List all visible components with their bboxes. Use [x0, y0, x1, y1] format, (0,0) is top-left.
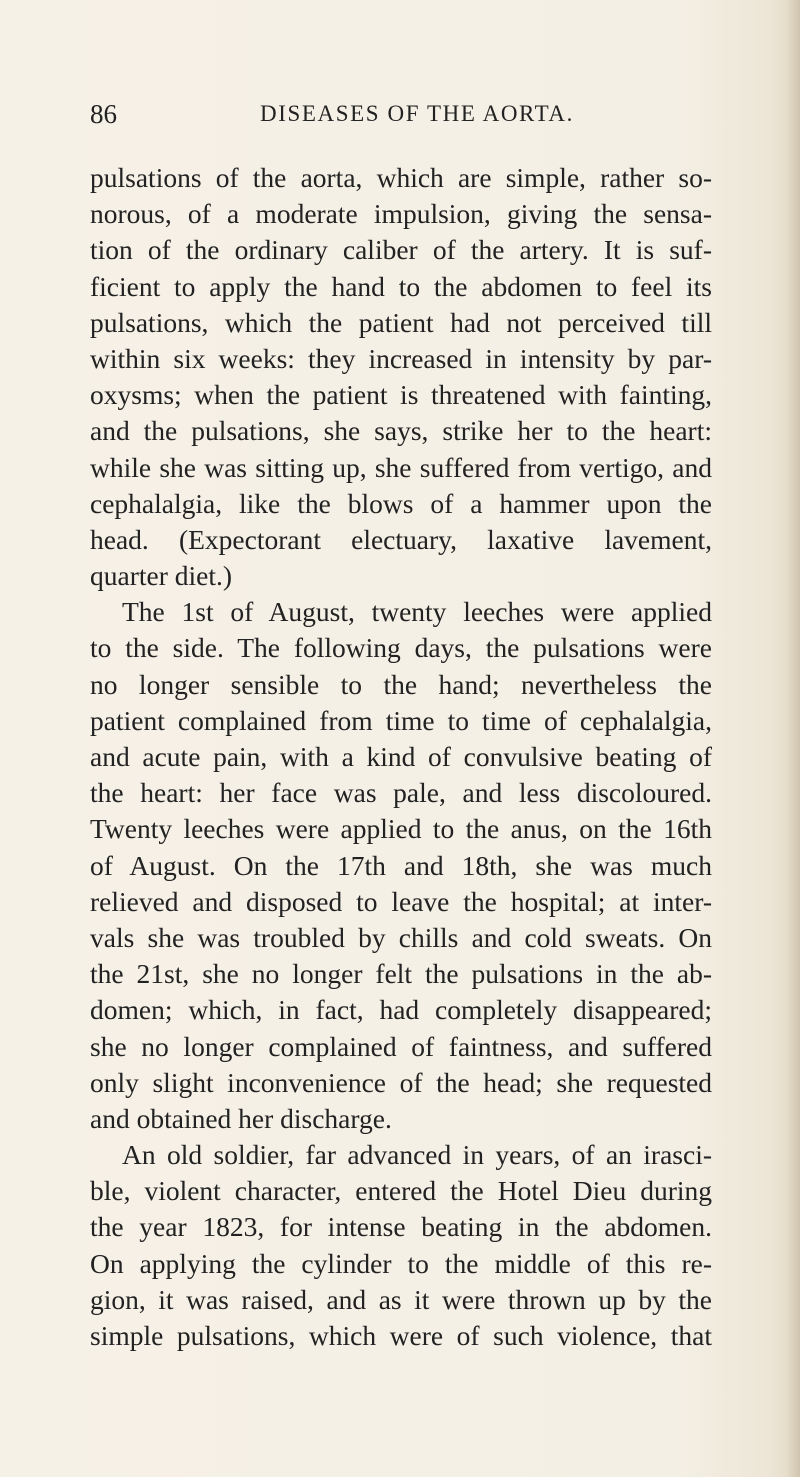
body-text — [90, 160, 712, 1354]
text-line: gion, it was raised, and as it were thrown up by the — [90, 1283, 712, 1315]
text-line: pulsations of the aorta, which are simple, rather so- — [90, 162, 712, 193]
text-line: quarter diet.) — [90, 560, 233, 592]
text-line: to the side. The following days, the pulsations were — [90, 632, 712, 664]
text-line: oxysms; when the patient is threatened with fainting, — [90, 379, 712, 411]
text-line: An old soldier, far advanced in years, of an irasci- — [122, 1139, 712, 1171]
text-line: The 1st of August, twenty leeches were applied — [122, 596, 712, 628]
running-head: DISEASES OF THE AORTA. — [260, 101, 574, 126]
text-line: head. (Expectorant electuary, laxative lavement, — [90, 523, 712, 555]
text-line: patient complained from time to time of cephalalgia, — [90, 704, 712, 736]
text-line: pulsations, which the patient had not perceived till — [90, 306, 712, 338]
text-line: while she was sitting up, she suffered from vertigo, and — [90, 451, 712, 483]
text-line: domen; which, in fact, had completely disappeared; — [90, 994, 712, 1026]
text-line: and acute pain, with a kind of convulsive beating of — [90, 741, 712, 772]
text-line: the 21st, she no longer felt the pulsations in the ab- — [90, 958, 712, 990]
text-line: no longer sensible to the hand; nevertheless the — [90, 668, 712, 700]
page-header — [90, 96, 690, 132]
text-line: of August. On the 17th and 18th, she was much — [90, 849, 712, 881]
page-edge-shadow — [786, 0, 800, 1477]
text-line: simple pulsations, which were of such violence, that — [90, 1320, 712, 1351]
page-number: 86 — [90, 99, 117, 129]
text-line: she no longer complained of faintness, and suffered — [90, 1030, 712, 1062]
text-line: Twenty leeches were applied to the anus, on the 16th — [90, 813, 712, 845]
text-line: the year 1823, for intense beating in the abdomen. — [90, 1211, 712, 1243]
text-line: within six weeks: they increased in intensity by par- — [90, 342, 712, 374]
text-line: ble, violent character, entered the Hotel Dieu during — [90, 1175, 712, 1207]
text-line: and obtained her discharge. — [90, 1102, 392, 1134]
text-line: cephalalgia, like the blows of a hammer upon the — [90, 487, 712, 519]
text-line: the heart: her face was pale, and less discoloured. — [90, 777, 712, 809]
text-line: On applying the cylinder to the middle of this re- — [90, 1247, 712, 1279]
text-line: relieved and disposed to leave the hospital; at inter- — [90, 885, 712, 917]
text-line: tion of the ordinary caliber of the artery. It is suf- — [90, 234, 712, 266]
text-line: only slight inconvenience of the head; she requested — [90, 1066, 712, 1098]
text-line: ficient to apply the hand to the abdomen to feel its — [90, 270, 712, 302]
text-line: vals she was troubled by chills and cold sweats. On — [90, 921, 712, 953]
text-line: norous, of a moderate impulsion, giving the sensa- — [90, 198, 712, 230]
text-line: and the pulsations, she says, strike her to the heart: — [90, 415, 712, 447]
